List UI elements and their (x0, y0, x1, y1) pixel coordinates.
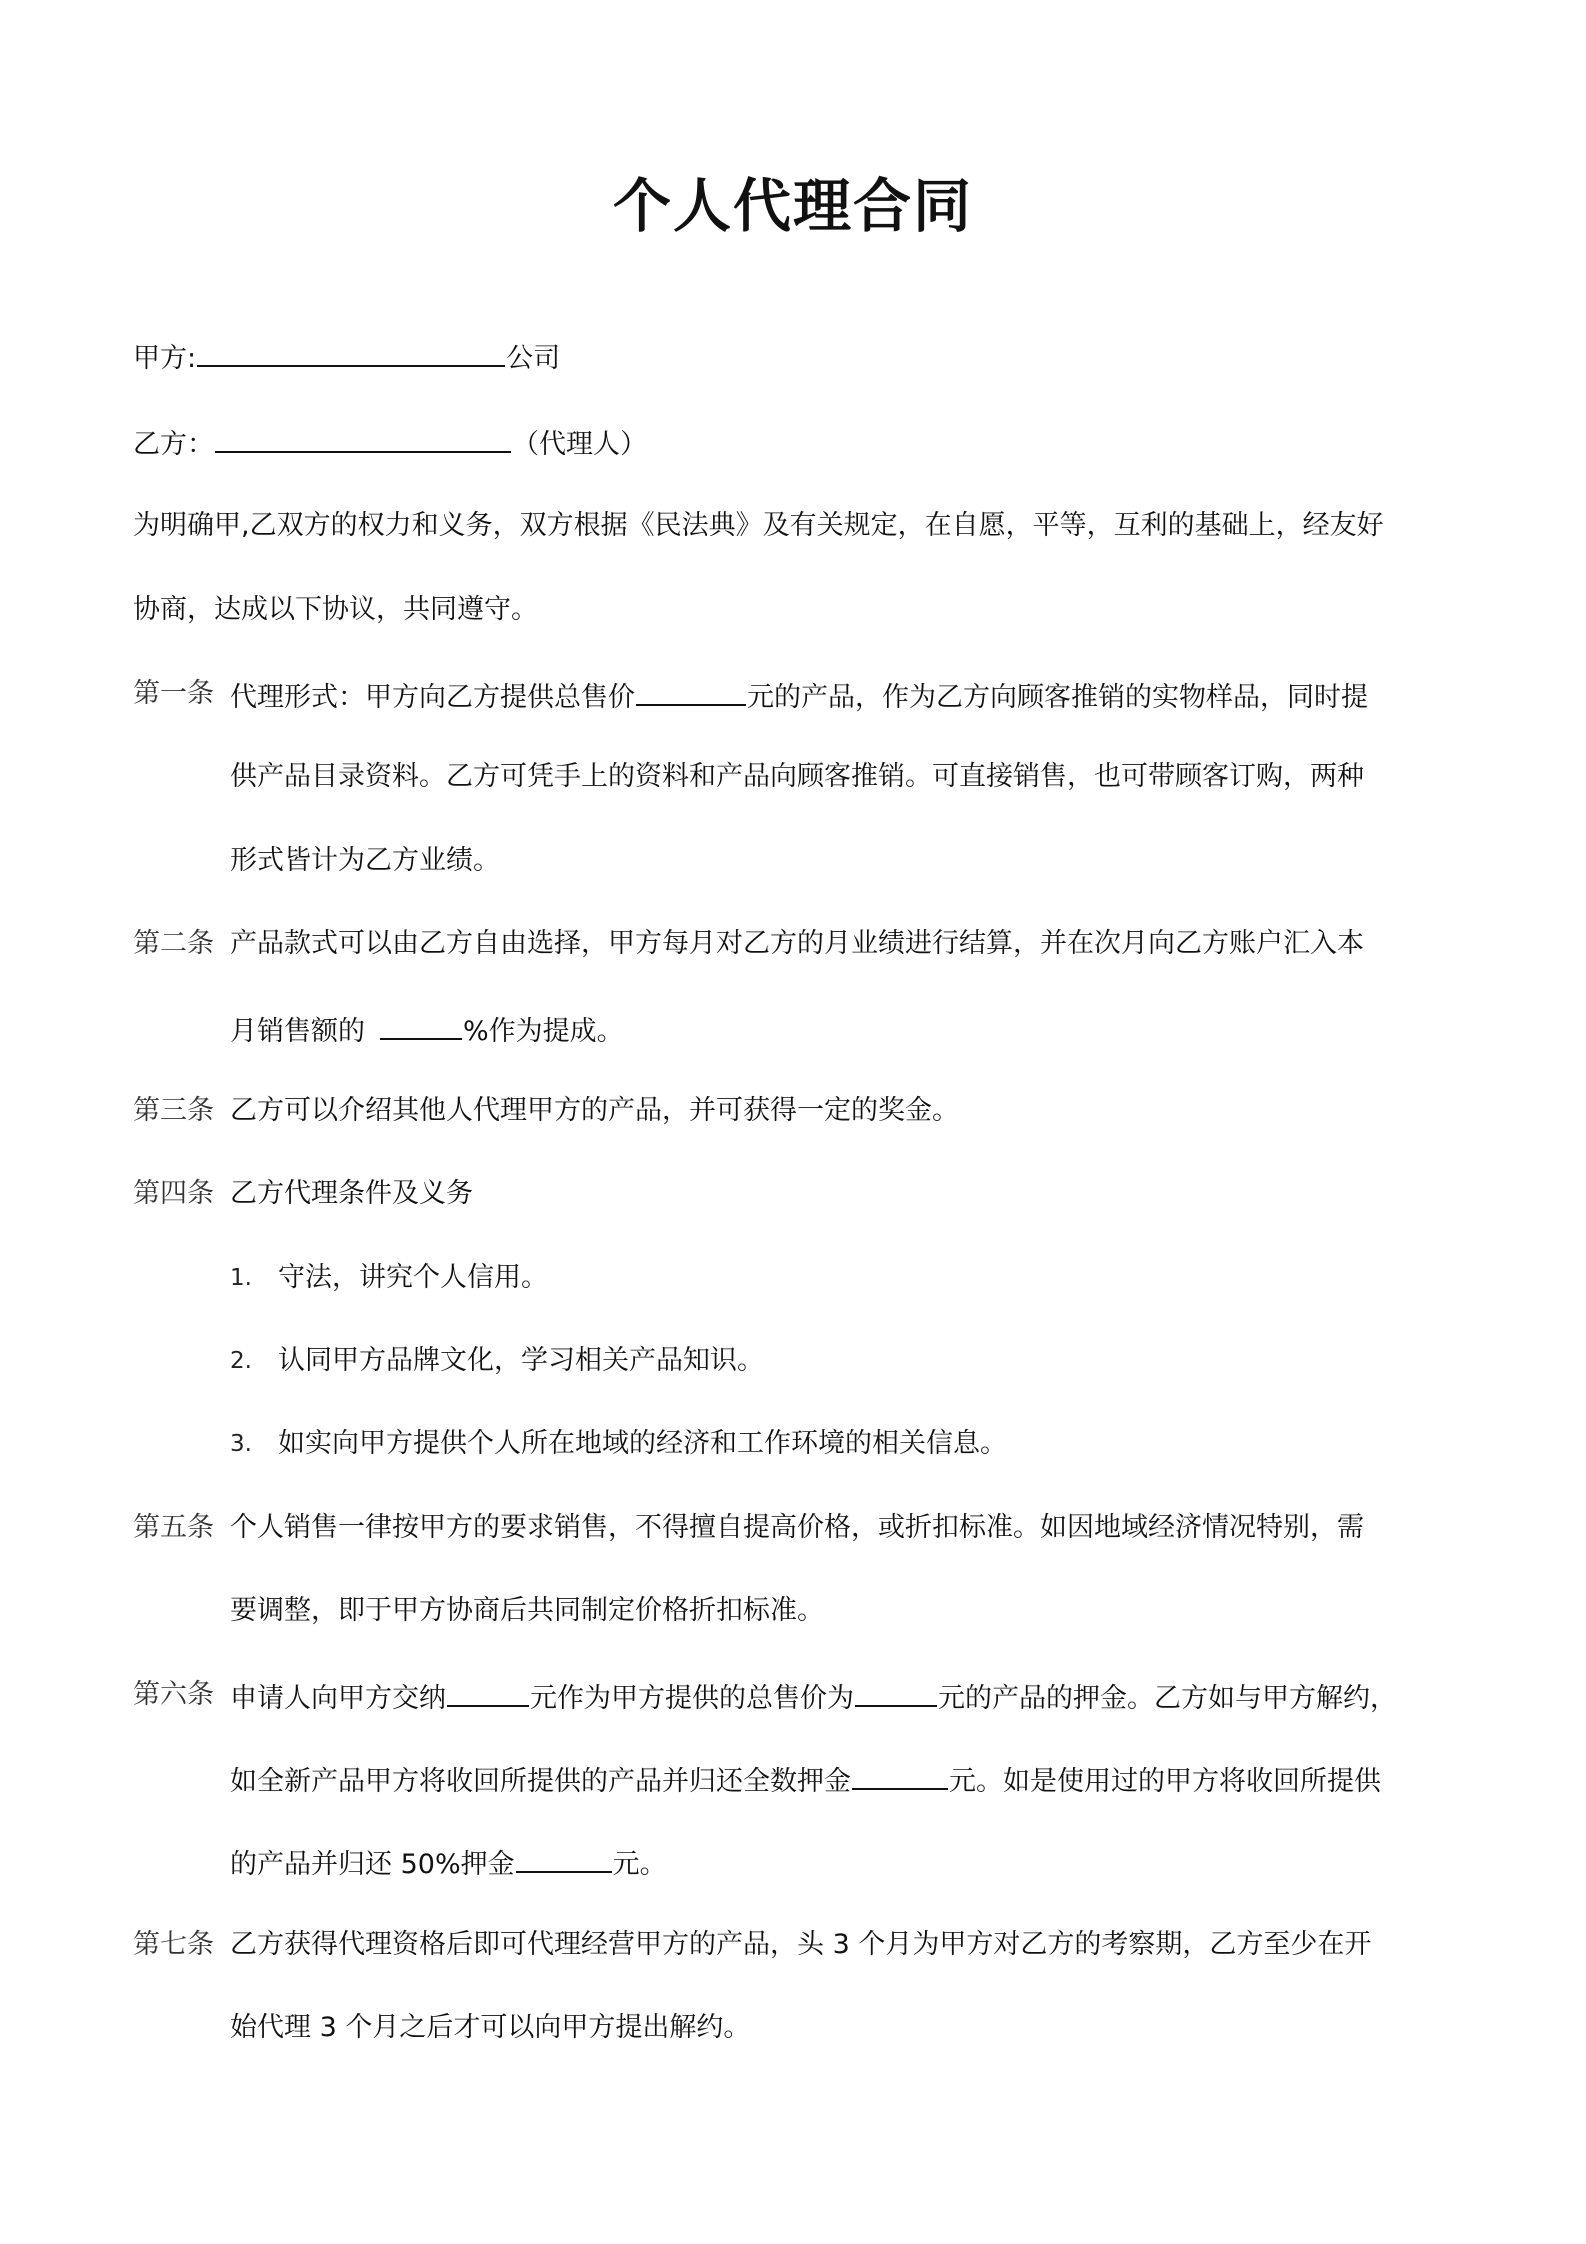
article-1-text-a: 代理形式：甲方向乙方提供总售价 (230, 682, 635, 713)
article-3-line-1: 乙方可以介绍其他人代理甲方的产品，并可获得一定的奖金。 (230, 1095, 959, 1126)
article-5-line-1: 个人销售一律按甲方的要求销售，不得擅自提高价格，或折扣标准。如因地域经济情况特别，需 (230, 1512, 1364, 1543)
article-6-label: 第六条 (133, 1679, 214, 1710)
article-7-line-2: 始代理 3 个月之后才可以向甲方提出解约。 (230, 2012, 751, 2043)
article-6-text-a: 申请人向甲方交纳 (230, 1683, 446, 1714)
article-1-text-b: 元的产品，作为乙方向顾客推销的实物样品，同时提 (747, 682, 1368, 713)
list-item-1-text: 守法，讲究个人信用。 (278, 1262, 548, 1293)
list-item-3-text: 如实向甲方提供个人所在地域的经济和工作环境的相关信息。 (278, 1428, 1007, 1459)
party-b-line (133, 421, 647, 465)
article-2-text-b: %作为提成。 (463, 1016, 624, 1047)
party-b-name-blank[interactable] (215, 421, 511, 453)
preamble-line-2: 协商，达成以下协议，共同遵守。 (133, 594, 538, 625)
list-item-2-text: 认同甲方品牌文化，学习相关产品知识。 (278, 1345, 764, 1376)
article-1-line-1 (230, 674, 1368, 718)
article-7-line-1: 乙方获得代理资格后即可代理经营甲方的产品，头 3 个月为甲方对乙方的考察期，乙方至少在开 (230, 1929, 1372, 1960)
article-4-label: 第四条 (133, 1178, 214, 1209)
party-a-label: 甲方: (133, 343, 197, 374)
article-2-text-a: 月销售额的 (230, 1016, 365, 1047)
article-4-line-1: 乙方代理条件及义务 (230, 1178, 473, 1209)
article-7-label: 第七条 (133, 1929, 214, 1960)
deposit-amount-blank[interactable] (447, 1675, 529, 1707)
article-1-label: 第一条 (133, 678, 214, 709)
preamble-line-1: 为明确甲,乙双方的权力和义务，双方根据《民法典》及有关规定，在自愿，平等，互利的基础上，经友好 (133, 510, 1384, 541)
article-6-text-b: 元作为甲方提供的总售价为 (530, 1683, 854, 1714)
article-2-line-2 (230, 1008, 624, 1052)
article-6-line-2 (230, 1758, 1381, 1802)
article-2-line-1: 产品款式可以由乙方自由选择，甲方每月对乙方的月业绩进行结算，并在次月向乙方账户汇入本 (230, 928, 1364, 959)
document-title: 个人代理合同 (612, 172, 973, 240)
article-1-line-2: 供产品目录资料。乙方可凭手上的资料和产品向顾客推销。可直接销售，也可带顾客订购，两种 (230, 761, 1364, 792)
article-6-text-c: 元的产品的押金。乙方如与甲方解约， (938, 1683, 1397, 1714)
article-6-text-f: 的产品并归还 50%押金 (230, 1849, 515, 1880)
product-total-price-blank[interactable] (855, 1675, 937, 1707)
party-b-suffix: （代理人） (512, 429, 647, 460)
article-6-line-1 (230, 1675, 1397, 1719)
party-a-line (133, 335, 560, 379)
list-item-2-number: 2. (230, 1348, 252, 1374)
party-a-name-blank[interactable] (197, 335, 505, 367)
article-6-text-d: 如全新产品甲方将收回所提供的产品并归还全数押金 (230, 1766, 851, 1797)
article-5-label: 第五条 (133, 1512, 214, 1543)
sample-total-price-blank[interactable] (636, 674, 746, 706)
article-6-text-g: 元。 (612, 1849, 667, 1880)
article-5-line-2: 要调整，即于甲方协商后共同制定价格折扣标准。 (230, 1595, 824, 1626)
article-3-label: 第三条 (133, 1095, 214, 1126)
party-a-suffix: 公司 (506, 343, 561, 374)
list-item-3-number: 3. (230, 1431, 252, 1457)
article-1-line-3: 形式皆计为乙方业绩。 (230, 845, 500, 876)
list-item-1-number: 1. (230, 1265, 252, 1291)
article-2-label: 第二条 (133, 928, 214, 959)
party-b-label: 乙方： (133, 429, 214, 460)
full-refund-amount-blank[interactable] (852, 1758, 948, 1790)
partial-refund-amount-blank[interactable] (516, 1841, 612, 1873)
commission-percent-blank[interactable] (380, 1008, 462, 1040)
article-6-line-3 (230, 1841, 667, 1885)
article-6-text-e: 元。如是使用过的甲方将收回所提供 (949, 1766, 1381, 1797)
